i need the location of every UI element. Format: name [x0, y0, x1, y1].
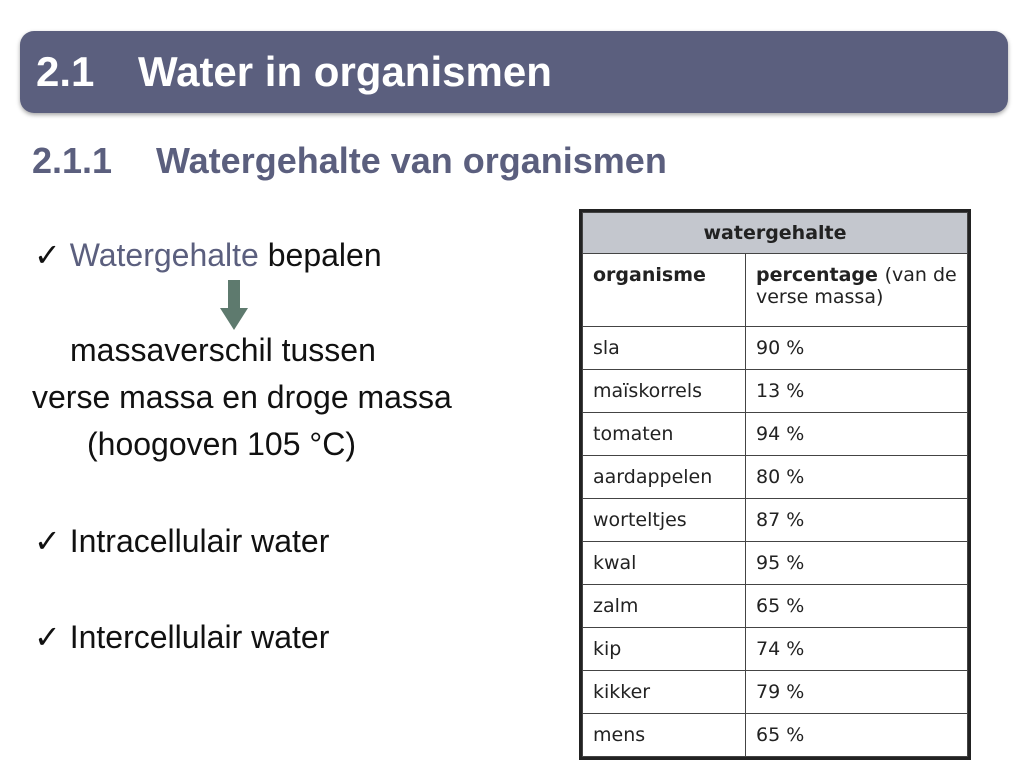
description-line-1: massaverschil tussen	[70, 332, 376, 368]
bullet-intracellulair	[34, 522, 329, 560]
organism-cell: kip	[583, 628, 746, 671]
percentage-cell: 80 %	[746, 456, 968, 499]
percentage-cell: 74 %	[746, 628, 968, 671]
table-row	[583, 542, 968, 585]
water-content-table	[579, 209, 971, 760]
bullet-text: Intercellulair water	[69, 619, 330, 655]
bullet-rest-text: bepalen	[267, 237, 382, 273]
title-number: 2.1	[36, 48, 95, 95]
percentage-cell: 65 %	[746, 585, 968, 628]
table-row	[583, 671, 968, 714]
organism-cell: worteltjes	[583, 499, 746, 542]
subtitle-number: 2.1.1	[32, 140, 113, 181]
percentage-cell: 13 %	[746, 370, 968, 413]
arrow-down-icon	[220, 280, 248, 330]
description-line-3: (hoogoven 105 °C)	[87, 426, 356, 462]
column-header-percentage	[746, 254, 968, 327]
organism-cell: kwal	[583, 542, 746, 585]
table-row	[583, 413, 968, 456]
description-line-2: verse massa en droge massa	[32, 379, 452, 415]
bullet-watergehalte	[34, 236, 382, 274]
organism-cell: aardappelen	[583, 456, 746, 499]
section-subtitle	[32, 140, 667, 182]
column-header-percentage-note: (van de verse massa)	[756, 264, 957, 308]
checkmark-icon: ✓	[34, 619, 61, 655]
percentage-cell: 95 %	[746, 542, 968, 585]
checkmark-icon: ✓	[34, 237, 61, 273]
bullet-accent-text: Watergehalte	[69, 237, 259, 273]
table-row	[583, 628, 968, 671]
percentage-cell: 90 %	[746, 327, 968, 370]
table-row	[583, 327, 968, 370]
column-header-organisme: organisme	[583, 254, 746, 327]
organism-cell: sla	[583, 327, 746, 370]
percentage-cell: 87 %	[746, 499, 968, 542]
table-header: watergehalte	[583, 213, 968, 254]
organism-cell: maïskorrels	[583, 370, 746, 413]
title-text: Water in organismen	[138, 48, 552, 95]
percentage-cell: 65 %	[746, 714, 968, 757]
table-row	[583, 585, 968, 628]
percentage-cell: 79 %	[746, 671, 968, 714]
column-header-percentage-bold: percentage	[756, 264, 878, 286]
bullet-intercellulair	[34, 618, 329, 656]
checkmark-icon: ✓	[34, 523, 61, 559]
table-row	[583, 370, 968, 413]
table-row	[583, 714, 968, 757]
organism-cell: kikker	[583, 671, 746, 714]
organism-cell: mens	[583, 714, 746, 757]
slide-title-bar	[20, 31, 1008, 113]
table-row	[583, 456, 968, 499]
table-row	[583, 499, 968, 542]
percentage-cell: 94 %	[746, 413, 968, 456]
organism-cell: tomaten	[583, 413, 746, 456]
bullet-text: Intracellulair water	[69, 523, 330, 559]
organism-cell: zalm	[583, 585, 746, 628]
subtitle-text: Watergehalte van organismen	[156, 140, 667, 181]
